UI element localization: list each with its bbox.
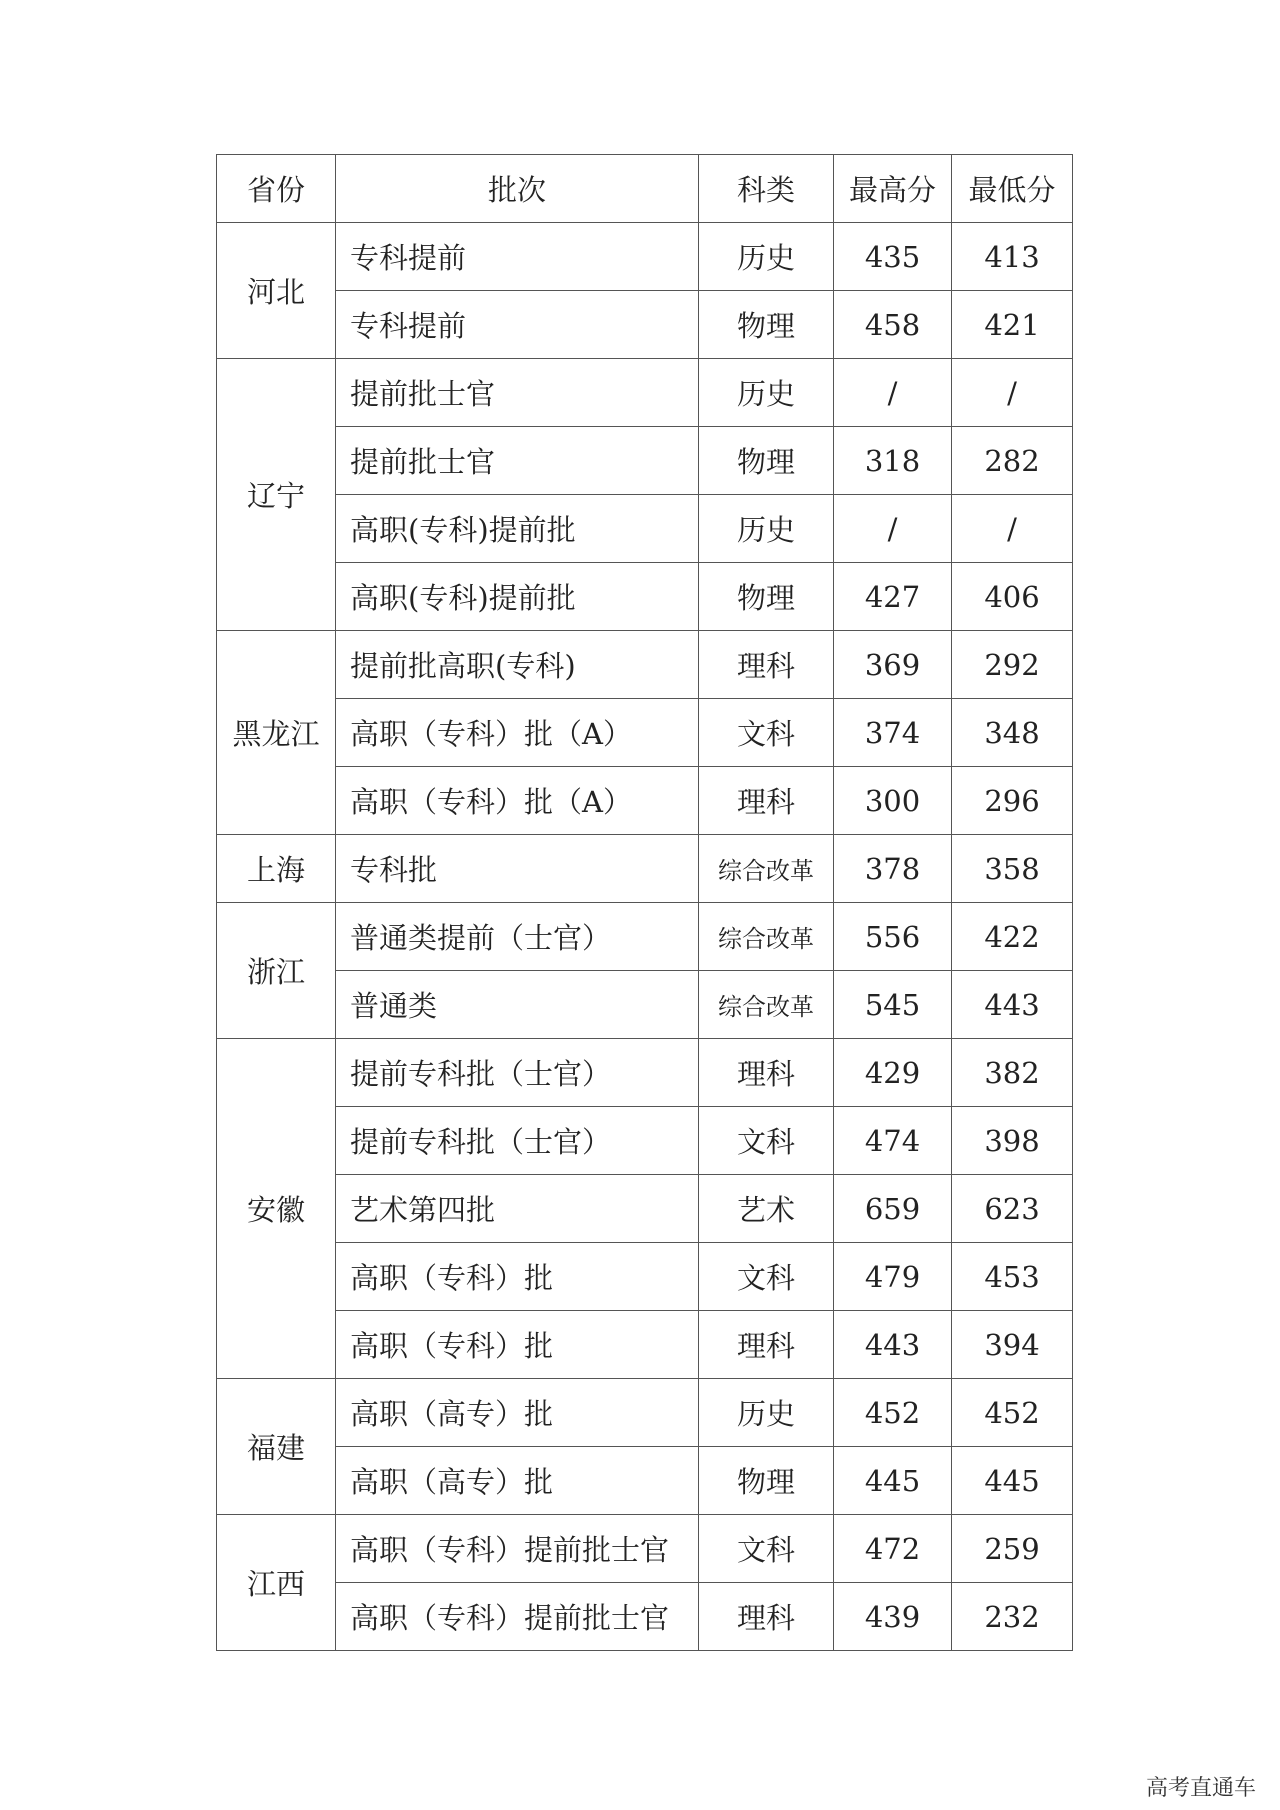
province-cell: 黑龙江: [217, 631, 336, 835]
max-score-cell: 545: [834, 971, 952, 1039]
header-min-score: 最低分: [952, 155, 1073, 223]
header-category: 科类: [699, 155, 834, 223]
batch-cell: 高职（专科）提前批士官: [336, 1515, 699, 1583]
header-province: 省份: [217, 155, 336, 223]
batch-cell: 艺术第四批: [336, 1175, 699, 1243]
batch-cell: 高职(专科)提前批: [336, 495, 699, 563]
province-cell: 浙江: [217, 903, 336, 1039]
table-row: [217, 971, 1073, 1039]
province-cell: 辽宁: [217, 359, 336, 631]
table-row: [217, 1379, 1073, 1447]
table-row: [217, 903, 1073, 971]
category-cell: 物理: [699, 1447, 834, 1515]
max-score-cell: 474: [834, 1107, 952, 1175]
header-batch: 批次: [336, 155, 699, 223]
table-row: [217, 631, 1073, 699]
min-score-cell: 292: [952, 631, 1073, 699]
min-score-cell: 382: [952, 1039, 1073, 1107]
min-score-cell: 452: [952, 1379, 1073, 1447]
batch-cell: 高职（专科）批（A）: [336, 699, 699, 767]
max-score-cell: /: [834, 359, 952, 427]
min-score-cell: 348: [952, 699, 1073, 767]
batch-cell: 专科批: [336, 835, 699, 903]
province-cell: 安徽: [217, 1039, 336, 1379]
min-score-cell: 443: [952, 971, 1073, 1039]
min-score-cell: 358: [952, 835, 1073, 903]
table-row: [217, 1311, 1073, 1379]
category-cell: 物理: [699, 291, 834, 359]
province-cell: 福建: [217, 1379, 336, 1515]
max-score-cell: 458: [834, 291, 952, 359]
table-body: [217, 223, 1073, 1651]
category-cell: 综合改革: [699, 971, 834, 1039]
category-cell: 历史: [699, 223, 834, 291]
watermark-label: 高考直通车: [1145, 1776, 1256, 1801]
table-row: [217, 1175, 1073, 1243]
min-score-cell: /: [952, 495, 1073, 563]
province-cell: 江西: [217, 1515, 336, 1651]
min-score-cell: 422: [952, 903, 1073, 971]
header-max-score: 最高分: [834, 155, 952, 223]
category-cell: 历史: [699, 495, 834, 563]
table-row: [217, 291, 1073, 359]
table-row: [217, 359, 1073, 427]
min-score-cell: 282: [952, 427, 1073, 495]
max-score-cell: 318: [834, 427, 952, 495]
table-header-row: [217, 155, 1073, 223]
admission-score-table: [216, 154, 1073, 1651]
table-row: [217, 1107, 1073, 1175]
province-cell: 上海: [217, 835, 336, 903]
min-score-cell: 259: [952, 1515, 1073, 1583]
batch-cell: 专科提前: [336, 291, 699, 359]
category-cell: 理科: [699, 1039, 834, 1107]
min-score-cell: 232: [952, 1583, 1073, 1651]
batch-cell: 高职（专科）批: [336, 1243, 699, 1311]
min-score-cell: 398: [952, 1107, 1073, 1175]
max-score-cell: 479: [834, 1243, 952, 1311]
max-score-cell: 369: [834, 631, 952, 699]
category-cell: 文科: [699, 1243, 834, 1311]
batch-cell: 专科提前: [336, 223, 699, 291]
batch-cell: 高职（专科）批: [336, 1311, 699, 1379]
min-score-cell: 394: [952, 1311, 1073, 1379]
province-cell: 河北: [217, 223, 336, 359]
batch-cell: 普通类: [336, 971, 699, 1039]
max-score-cell: /: [834, 495, 952, 563]
batch-cell: 高职（专科）提前批士官: [336, 1583, 699, 1651]
min-score-cell: 296: [952, 767, 1073, 835]
max-score-cell: 429: [834, 1039, 952, 1107]
batch-cell: 提前批士官: [336, 427, 699, 495]
batch-cell: 高职(专科)提前批: [336, 563, 699, 631]
max-score-cell: 556: [834, 903, 952, 971]
batch-cell: 高职（专科）批（A）: [336, 767, 699, 835]
table-row: [217, 427, 1073, 495]
category-cell: 历史: [699, 359, 834, 427]
category-cell: 文科: [699, 1107, 834, 1175]
min-score-cell: 623: [952, 1175, 1073, 1243]
category-cell: 理科: [699, 631, 834, 699]
category-cell: 文科: [699, 1515, 834, 1583]
max-score-cell: 435: [834, 223, 952, 291]
batch-cell: 普通类提前（士官）: [336, 903, 699, 971]
table-row: [217, 223, 1073, 291]
table-row: [217, 1039, 1073, 1107]
batch-cell: 提前批高职(专科): [336, 631, 699, 699]
table-row: [217, 835, 1073, 903]
table-row: [217, 767, 1073, 835]
category-cell: 综合改革: [699, 835, 834, 903]
max-score-cell: 452: [834, 1379, 952, 1447]
min-score-cell: 445: [952, 1447, 1073, 1515]
min-score-cell: 421: [952, 291, 1073, 359]
category-cell: 物理: [699, 563, 834, 631]
category-cell: 理科: [699, 1583, 834, 1651]
batch-cell: 高职（高专）批: [336, 1379, 699, 1447]
max-score-cell: 472: [834, 1515, 952, 1583]
batch-cell: 高职（高专）批: [336, 1447, 699, 1515]
max-score-cell: 439: [834, 1583, 952, 1651]
category-cell: 艺术: [699, 1175, 834, 1243]
category-cell: 理科: [699, 767, 834, 835]
table-row: [217, 699, 1073, 767]
batch-cell: 提前专科批（士官）: [336, 1039, 699, 1107]
min-score-cell: /: [952, 359, 1073, 427]
table-row: [217, 1583, 1073, 1651]
max-score-cell: 300: [834, 767, 952, 835]
max-score-cell: 427: [834, 563, 952, 631]
min-score-cell: 406: [952, 563, 1073, 631]
table-row: [217, 1243, 1073, 1311]
category-cell: 理科: [699, 1311, 834, 1379]
table-row: [217, 495, 1073, 563]
category-cell: 历史: [699, 1379, 834, 1447]
category-cell: 综合改革: [699, 903, 834, 971]
table-row: [217, 563, 1073, 631]
min-score-cell: 453: [952, 1243, 1073, 1311]
table-row: [217, 1515, 1073, 1583]
max-score-cell: 378: [834, 835, 952, 903]
min-score-cell: 413: [952, 223, 1073, 291]
batch-cell: 提前批士官: [336, 359, 699, 427]
category-cell: 文科: [699, 699, 834, 767]
max-score-cell: 443: [834, 1311, 952, 1379]
max-score-cell: 374: [834, 699, 952, 767]
max-score-cell: 659: [834, 1175, 952, 1243]
table-row: [217, 1447, 1073, 1515]
category-cell: 物理: [699, 427, 834, 495]
max-score-cell: 445: [834, 1447, 952, 1515]
batch-cell: 提前专科批（士官）: [336, 1107, 699, 1175]
